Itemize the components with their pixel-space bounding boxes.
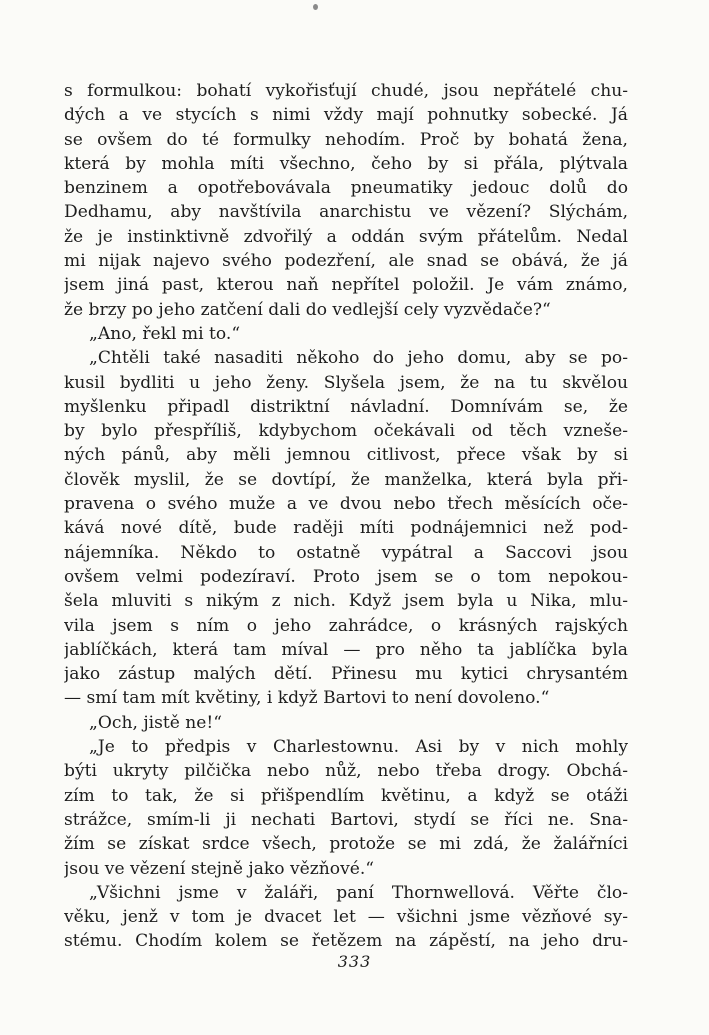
text-line: nájemníka. Někdo to ostatně vypátral a Saccovi jsou	[64, 542, 628, 563]
text-line: pravena o svého muže a ve dvou nebo třech měsících oče-	[64, 494, 628, 515]
text-line: benzinem a opotřebovávala pneumatiky jedouc dolů do	[64, 178, 628, 199]
text-line: zím to tak, že si přišpendlím květinu, a když se otáži	[64, 785, 628, 806]
dialogue-line: „Och, jistě ne!“	[89, 712, 223, 733]
text-line: kává nové dítě, bude raději míti podnájemnici než pod-	[64, 518, 628, 539]
text-line: člověk myslil, že se dovtípí, že manželka, která byla při-	[64, 469, 628, 490]
text-line: vila jsem s ním o jeho zahrádce, o krásných rajských	[64, 615, 628, 636]
ink-speck	[313, 4, 318, 10]
body-text	[64, 79, 628, 954]
text-line: věku, jenž v tom je dvacet let — všichni jsme vězňové sy-	[64, 907, 628, 928]
text-line: strážce, smím-li ji nechati Bartovi, stydí se říci ne. Sna-	[64, 809, 628, 830]
text-line: ných pánů, aby měli jemnou citlivost, přece však by si	[64, 445, 628, 466]
text-line: že je instinktivně zdvořilý a oddán svým přátelům. Nedal	[64, 226, 628, 247]
dialogue-line: „Chtěli také nasaditi někoho do jeho domu, aby se po-	[89, 348, 628, 369]
dialogue-line: „Ano, řekl mi to.“	[89, 323, 241, 344]
text-line: ovšem velmi podezíraví. Proto jsem se o tom nepokou-	[64, 566, 628, 587]
text-line: se ovšem do té formulky nehodím. Proč by bohatá žena,	[64, 129, 628, 150]
text-line: jsem jiná past, kterou naň nepřítel položil. Je vám známo,	[64, 275, 628, 296]
text-line: jablíčkách, která tam míval — pro něho ta jablíčka byla	[64, 639, 628, 660]
text-line: jsou ve vězení stejně jako vězňové.“	[64, 858, 375, 879]
text-line: s formulkou: bohatí vykořisťují chudé, jsou nepřátelé chu-	[64, 81, 628, 101]
text-line: že brzy po jeho zatčení dali do vedlejší cely vyzvědače?“	[64, 299, 551, 320]
dialogue-line: „Všichni jsme v žaláři, paní Thornwellová. Věřte člo-	[89, 882, 628, 903]
text-line: Dedhamu, aby navštívila anarchistu ve vězení? Slýchám,	[64, 202, 628, 223]
text-line: — smí tam mít květiny, i když Bartovi to není dovoleno.“	[64, 688, 550, 709]
text-line: kusil bydliti u jeho ženy. Slyšela jsem, že na tu skvělou	[64, 372, 628, 393]
text-line: šela mluviti s nikým z nich. Když jsem byla u Nika, mlu-	[64, 591, 628, 612]
text-line: žím se získat srdce všech, protože se mi zdá, že žalářníci	[64, 834, 628, 855]
text-line: která by mohla míti všechno, čeho by si přála, plýtvala	[64, 153, 628, 174]
text-line: dých a ve stycích s nimi vždy mají pohnutky sobecké. Já	[64, 105, 628, 126]
text-line: myšlenku připadl distriktní návladní. Domnívám se, že	[64, 396, 628, 417]
text-line: jako zástup malých dětí. Přinesu mu kytici chrysantém	[64, 664, 628, 685]
text-line: mi nijak najevo svého podezření, ale snad se obává, že já	[64, 251, 628, 272]
dialogue-line: „Je to předpis v Charlestownu. Asi by v nich mohly	[89, 737, 628, 758]
page-number: 333	[337, 952, 372, 971]
text-line: stému. Chodím kolem se řetězem na zápěstí, na jeho dru-	[64, 931, 628, 952]
text-line: by bylo přespříliš, kdybychom očekávali od těch vznešе-	[64, 421, 628, 442]
text-line: býti ukryty pilčička nebo nůž, nebo třeba drogy. Obchá-	[64, 761, 628, 782]
